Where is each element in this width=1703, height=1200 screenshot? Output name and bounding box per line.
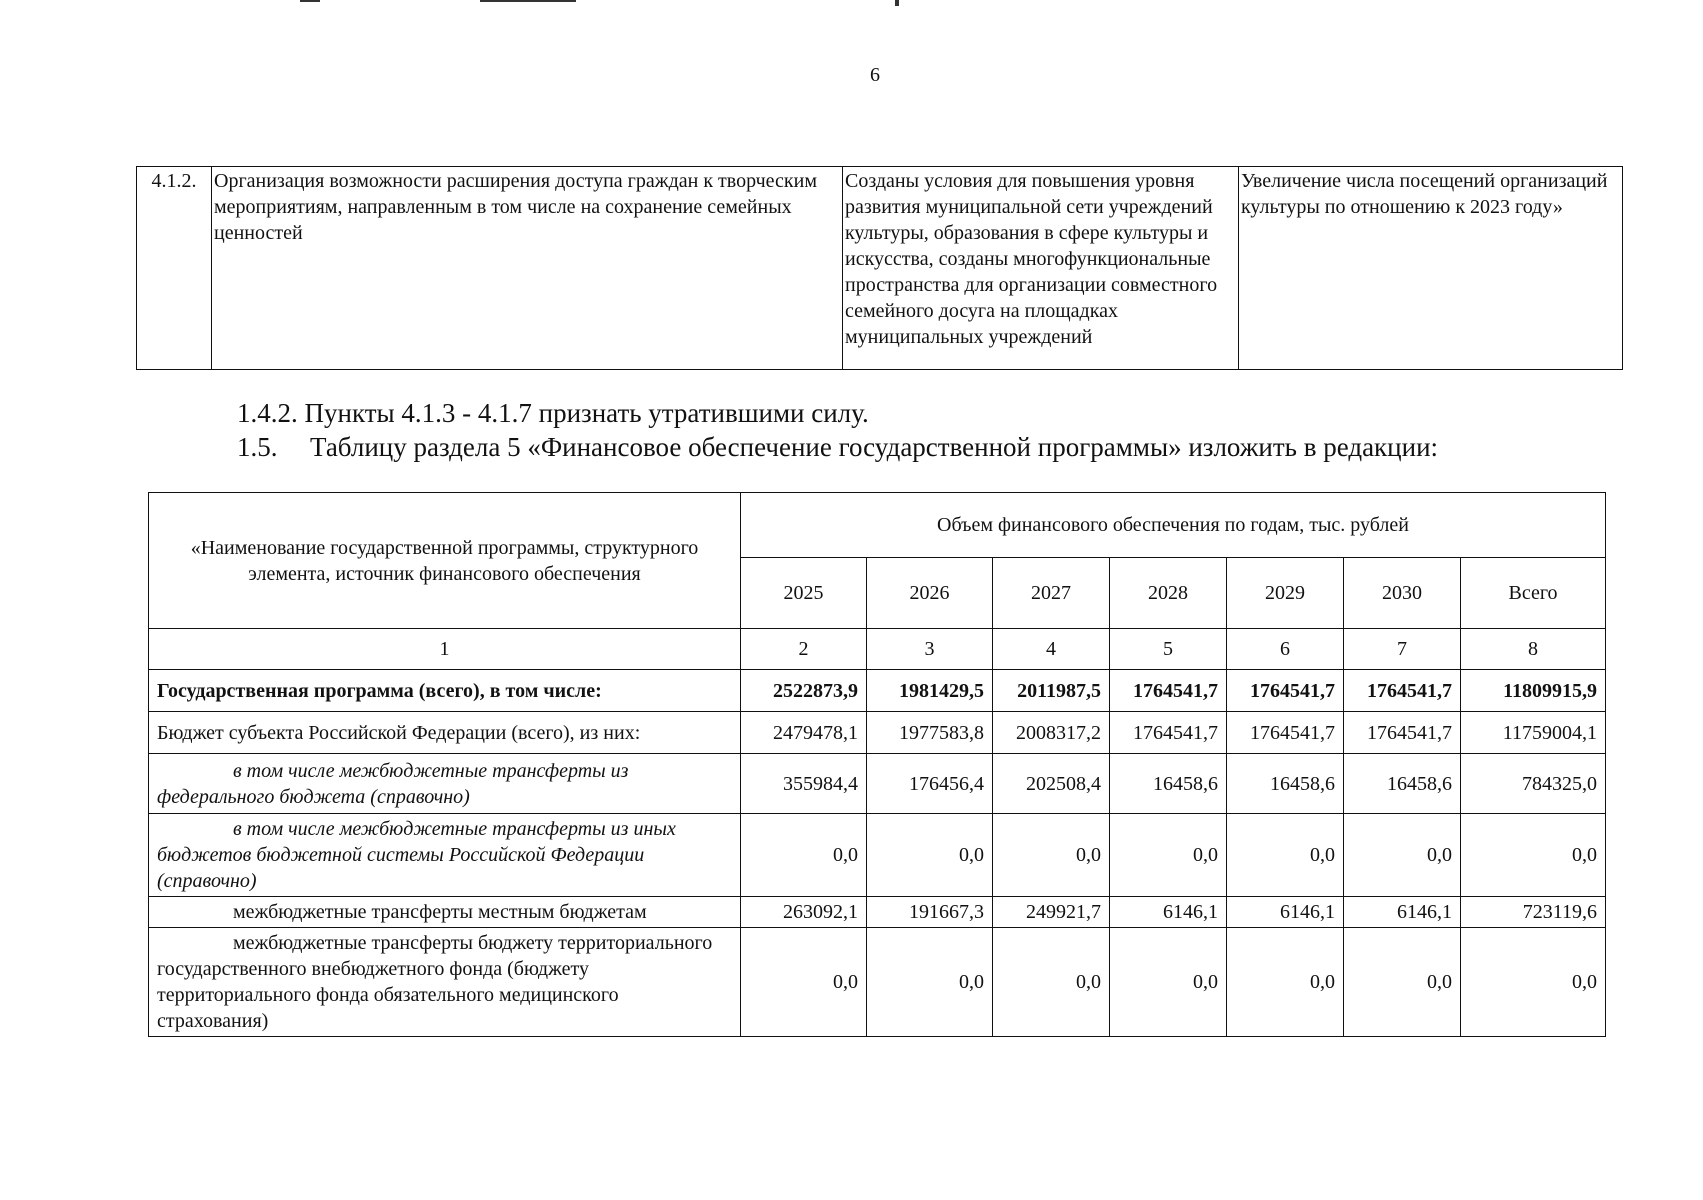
value-cell: 6146,1: [1227, 897, 1344, 928]
header-name: «Наименование государственной программы, структурного элемента, источник финансового обеспечения: [149, 493, 741, 629]
value-cell: 0,0: [867, 928, 993, 1037]
row-label: Государственная программа (всего), в том числе:: [149, 670, 741, 712]
header-group: Объем финансового обеспечения по годам, тыс. рублей: [741, 493, 1606, 558]
paragraph-text: Таблицу раздела 5 «Финансовое обеспечение государственной программы» изложить в редакции:: [310, 432, 1439, 462]
value-cell: 723119,6: [1461, 897, 1606, 928]
header-year: 2028: [1110, 558, 1227, 629]
value-cell: 0,0: [1461, 928, 1606, 1037]
value-cell: 6146,1: [1110, 897, 1227, 928]
goals-table: [136, 166, 1623, 370]
row-label: Бюджет субъекта Российской Федерации (всего), из них:: [149, 712, 741, 754]
value-cell: 176456,4: [867, 754, 993, 814]
header-year: 2025: [741, 558, 867, 629]
table-row: [149, 928, 1606, 1037]
column-number: 5: [1110, 629, 1227, 670]
value-cell: 1764541,7: [1344, 712, 1461, 754]
paragraph-1-5: [237, 432, 1438, 463]
value-cell: 16458,6: [1110, 754, 1227, 814]
header-row: [149, 493, 1606, 558]
value-cell: 16458,6: [1227, 754, 1344, 814]
value-cell: 1764541,7: [1344, 670, 1461, 712]
indicator-cell: Увеличение числа посещений организаций культуры по отношению к 2023 году»: [1239, 167, 1623, 370]
value-cell: 2011987,5: [993, 670, 1110, 712]
value-cell: 1764541,7: [1110, 712, 1227, 754]
row-label: межбюджетные трансферты бюджету территориального государственного внебюджетного фонда (бюджету территориального фонда обязательного медицинского страхования): [149, 928, 741, 1037]
header-year: 2030: [1344, 558, 1461, 629]
page-number: 6: [870, 64, 880, 86]
value-cell: 1764541,7: [1227, 712, 1344, 754]
value-cell: 0,0: [1461, 814, 1606, 897]
scan-artifact: [300, 0, 320, 2]
value-cell: 249921,7: [993, 897, 1110, 928]
value-cell: 0,0: [1344, 928, 1461, 1037]
value-cell: 202508,4: [993, 754, 1110, 814]
row-number: 4.1.2.: [137, 167, 212, 370]
table-row: [149, 814, 1606, 897]
value-cell: 0,0: [993, 928, 1110, 1037]
header-year: 2027: [993, 558, 1110, 629]
value-cell: 1977583,8: [867, 712, 993, 754]
task-cell: Организация возможности расширения доступа граждан к творческим мероприятиям, направленным в том числе на сохранение семейных ценностей: [212, 167, 843, 370]
column-number: 4: [993, 629, 1110, 670]
value-cell: 11759004,1: [1461, 712, 1606, 754]
header-year: 2026: [867, 558, 993, 629]
row-label: в том числе межбюджетные трансферты из федерального бюджета (справочно): [149, 754, 741, 814]
table-row: [137, 167, 1623, 370]
value-cell: 0,0: [1227, 928, 1344, 1037]
value-cell: 11809915,9: [1461, 670, 1606, 712]
value-cell: 1764541,7: [1110, 670, 1227, 712]
value-cell: 0,0: [741, 928, 867, 1037]
value-cell: 263092,1: [741, 897, 867, 928]
column-number: 2: [741, 629, 867, 670]
column-number: 6: [1227, 629, 1344, 670]
column-number: 1: [149, 629, 741, 670]
value-cell: 0,0: [1110, 928, 1227, 1037]
table-row: [149, 712, 1606, 754]
value-cell: 0,0: [1344, 814, 1461, 897]
value-cell: 2479478,1: [741, 712, 867, 754]
header-total: Всего: [1461, 558, 1606, 629]
scan-artifact: [480, 0, 576, 2]
table-row: [149, 754, 1606, 814]
column-numbers-row: [149, 629, 1606, 670]
finance-table: [148, 492, 1606, 1037]
value-cell: 16458,6: [1344, 754, 1461, 814]
paragraph-1-4-2: 1.4.2. Пункты 4.1.3 - 4.1.7 признать утратившими силу.: [237, 398, 869, 428]
row-label: в том числе межбюджетные трансферты из иных бюджетов бюджетной системы Российской Федерации (справочно): [149, 814, 741, 897]
table-row: [149, 670, 1606, 712]
value-cell: 6146,1: [1344, 897, 1461, 928]
value-cell: 191667,3: [867, 897, 993, 928]
value-cell: 784325,0: [1461, 754, 1606, 814]
value-cell: 1981429,5: [867, 670, 993, 712]
value-cell: 1764541,7: [1227, 670, 1344, 712]
scan-artifact: [895, 0, 899, 6]
value-cell: 0,0: [1227, 814, 1344, 897]
value-cell: 0,0: [1110, 814, 1227, 897]
table-row: [149, 897, 1606, 928]
value-cell: 0,0: [867, 814, 993, 897]
header-year: 2029: [1227, 558, 1344, 629]
effect-cell: Созданы условия для повышения уровня развития муниципальной сети учреждений культуры, образования в сфере культуры и искусства, созданы многофункциональные пространства для организации совместного семейного досуга на площадках муниципальных учреждений: [843, 167, 1239, 370]
paragraph-number: 1.5.: [237, 432, 278, 462]
value-cell: 0,0: [741, 814, 867, 897]
column-number: 3: [867, 629, 993, 670]
value-cell: 355984,4: [741, 754, 867, 814]
value-cell: 2008317,2: [993, 712, 1110, 754]
column-number: 7: [1344, 629, 1461, 670]
value-cell: 2522873,9: [741, 670, 867, 712]
column-number: 8: [1461, 629, 1606, 670]
row-label: межбюджетные трансферты местным бюджетам: [149, 897, 741, 928]
value-cell: 0,0: [993, 814, 1110, 897]
